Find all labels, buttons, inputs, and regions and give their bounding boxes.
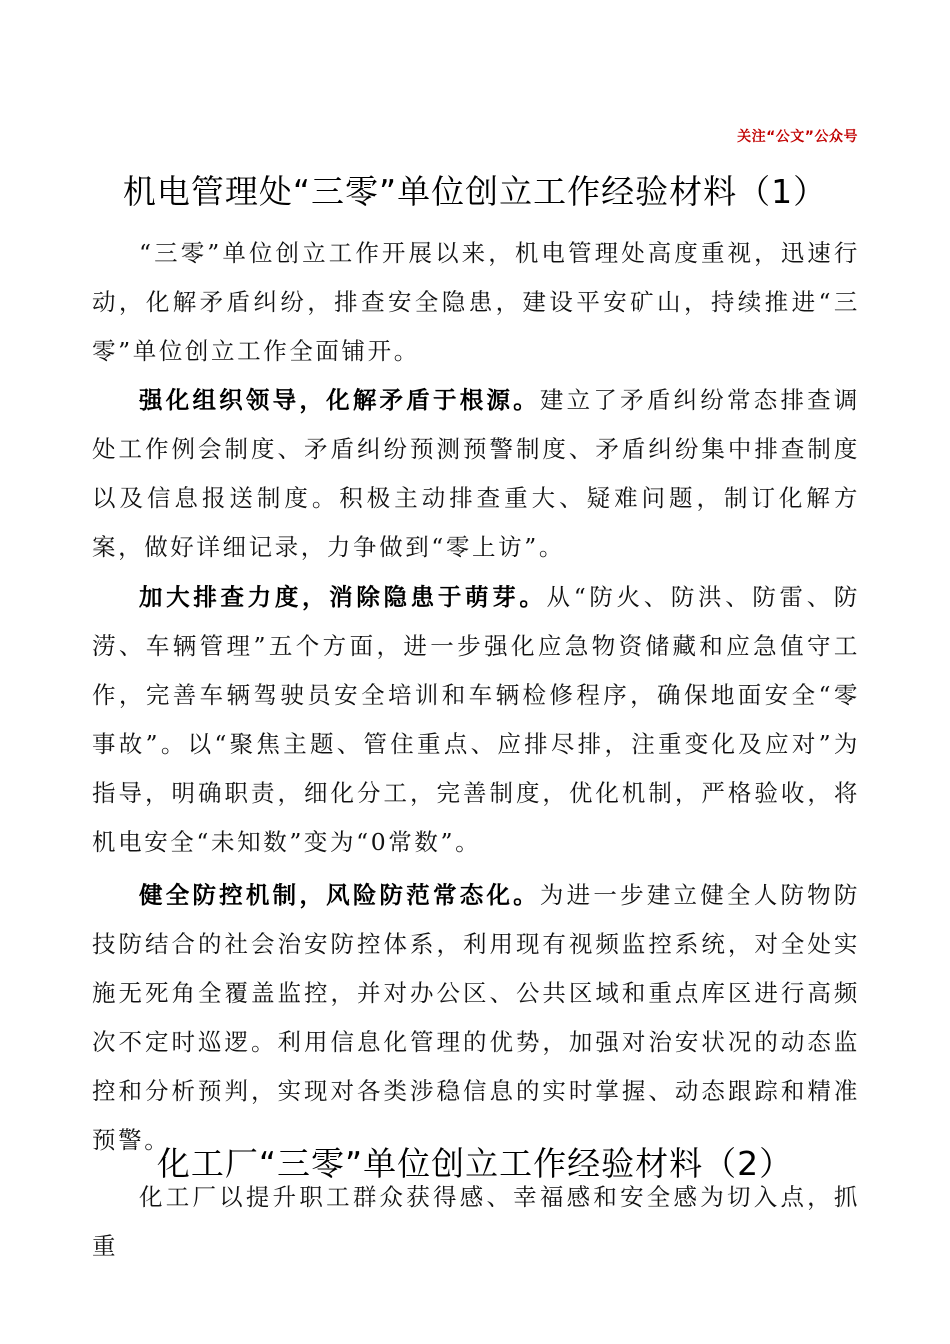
paragraph-text: 为进一步建立健全人防物防技防结合的社会治安防控体系，利用现有视频监控系统，对全处实施无死角全覆盖监控，并对办公区、公共区域和重点库区进行高频次不定时巡逻。利用信息化管理的优势，加强对治安状况的动态监控和分析预判，实现对各类涉稳信息的实时掌握、动态跟踪和精准预警。 [92, 881, 861, 1154]
paragraph-lead: 强化组织领导，化解矛盾于根源。 [139, 386, 540, 414]
paragraph-inspection [92, 573, 860, 867]
paragraph-prevention [92, 871, 860, 1165]
paragraph-text: “三零”单位创立工作开展以来，机电管理处高度重视，迅速行动，化解矛盾纠纷，排查安全隐患，建设平安矿山，持续推进“三零”单位创立工作全面铺开。 [92, 239, 860, 365]
paragraph-chemical-intro [92, 1173, 860, 1271]
paragraph-lead: 加大排查力度，消除隐患于萌芽。 [139, 583, 547, 611]
paragraph-text: 化工厂以提升职工群众获得感、幸福感和安全感为切入点，抓重 [92, 1183, 860, 1260]
paragraph-lead: 健全防控机制，风险防范常态化。 [139, 881, 540, 909]
paragraph-text: 从“防火、防洪、防雷、防涝、车辆管理”五个方面，进一步强化应急物资储藏和应急值守工作，完善车辆驾驶员安全培训和车辆检修程序，确保地面安全“零事故”。以“聚焦主题、管住重点、应排尽排，注重变化及应对”为指导，明确职责，细化分工，完善制度，优化机制，严格验收，将机电安全“未知数”变为“0常数”。 [92, 583, 860, 856]
section-title-2: 化工厂“三零”单位创立工作经验材料（2） [156, 1144, 794, 1183]
section-title-1: 机电管理处“三零”单位创立工作经验材料（1） [122, 172, 828, 211]
paragraph-organization [92, 376, 860, 572]
watermark-text: 关注“公文”公众号 [737, 129, 858, 145]
paragraph-text: 建立了矛盾纠纷常态排查调处工作例会制度、矛盾纠纷预测预警制度、矛盾纠纷集中排查制度以及信息报送制度。积极主动排查重大、疑难问题，制订化解方案，做好详细记录，力争做到“零上访”。 [92, 386, 861, 561]
intro-paragraph [92, 229, 860, 376]
